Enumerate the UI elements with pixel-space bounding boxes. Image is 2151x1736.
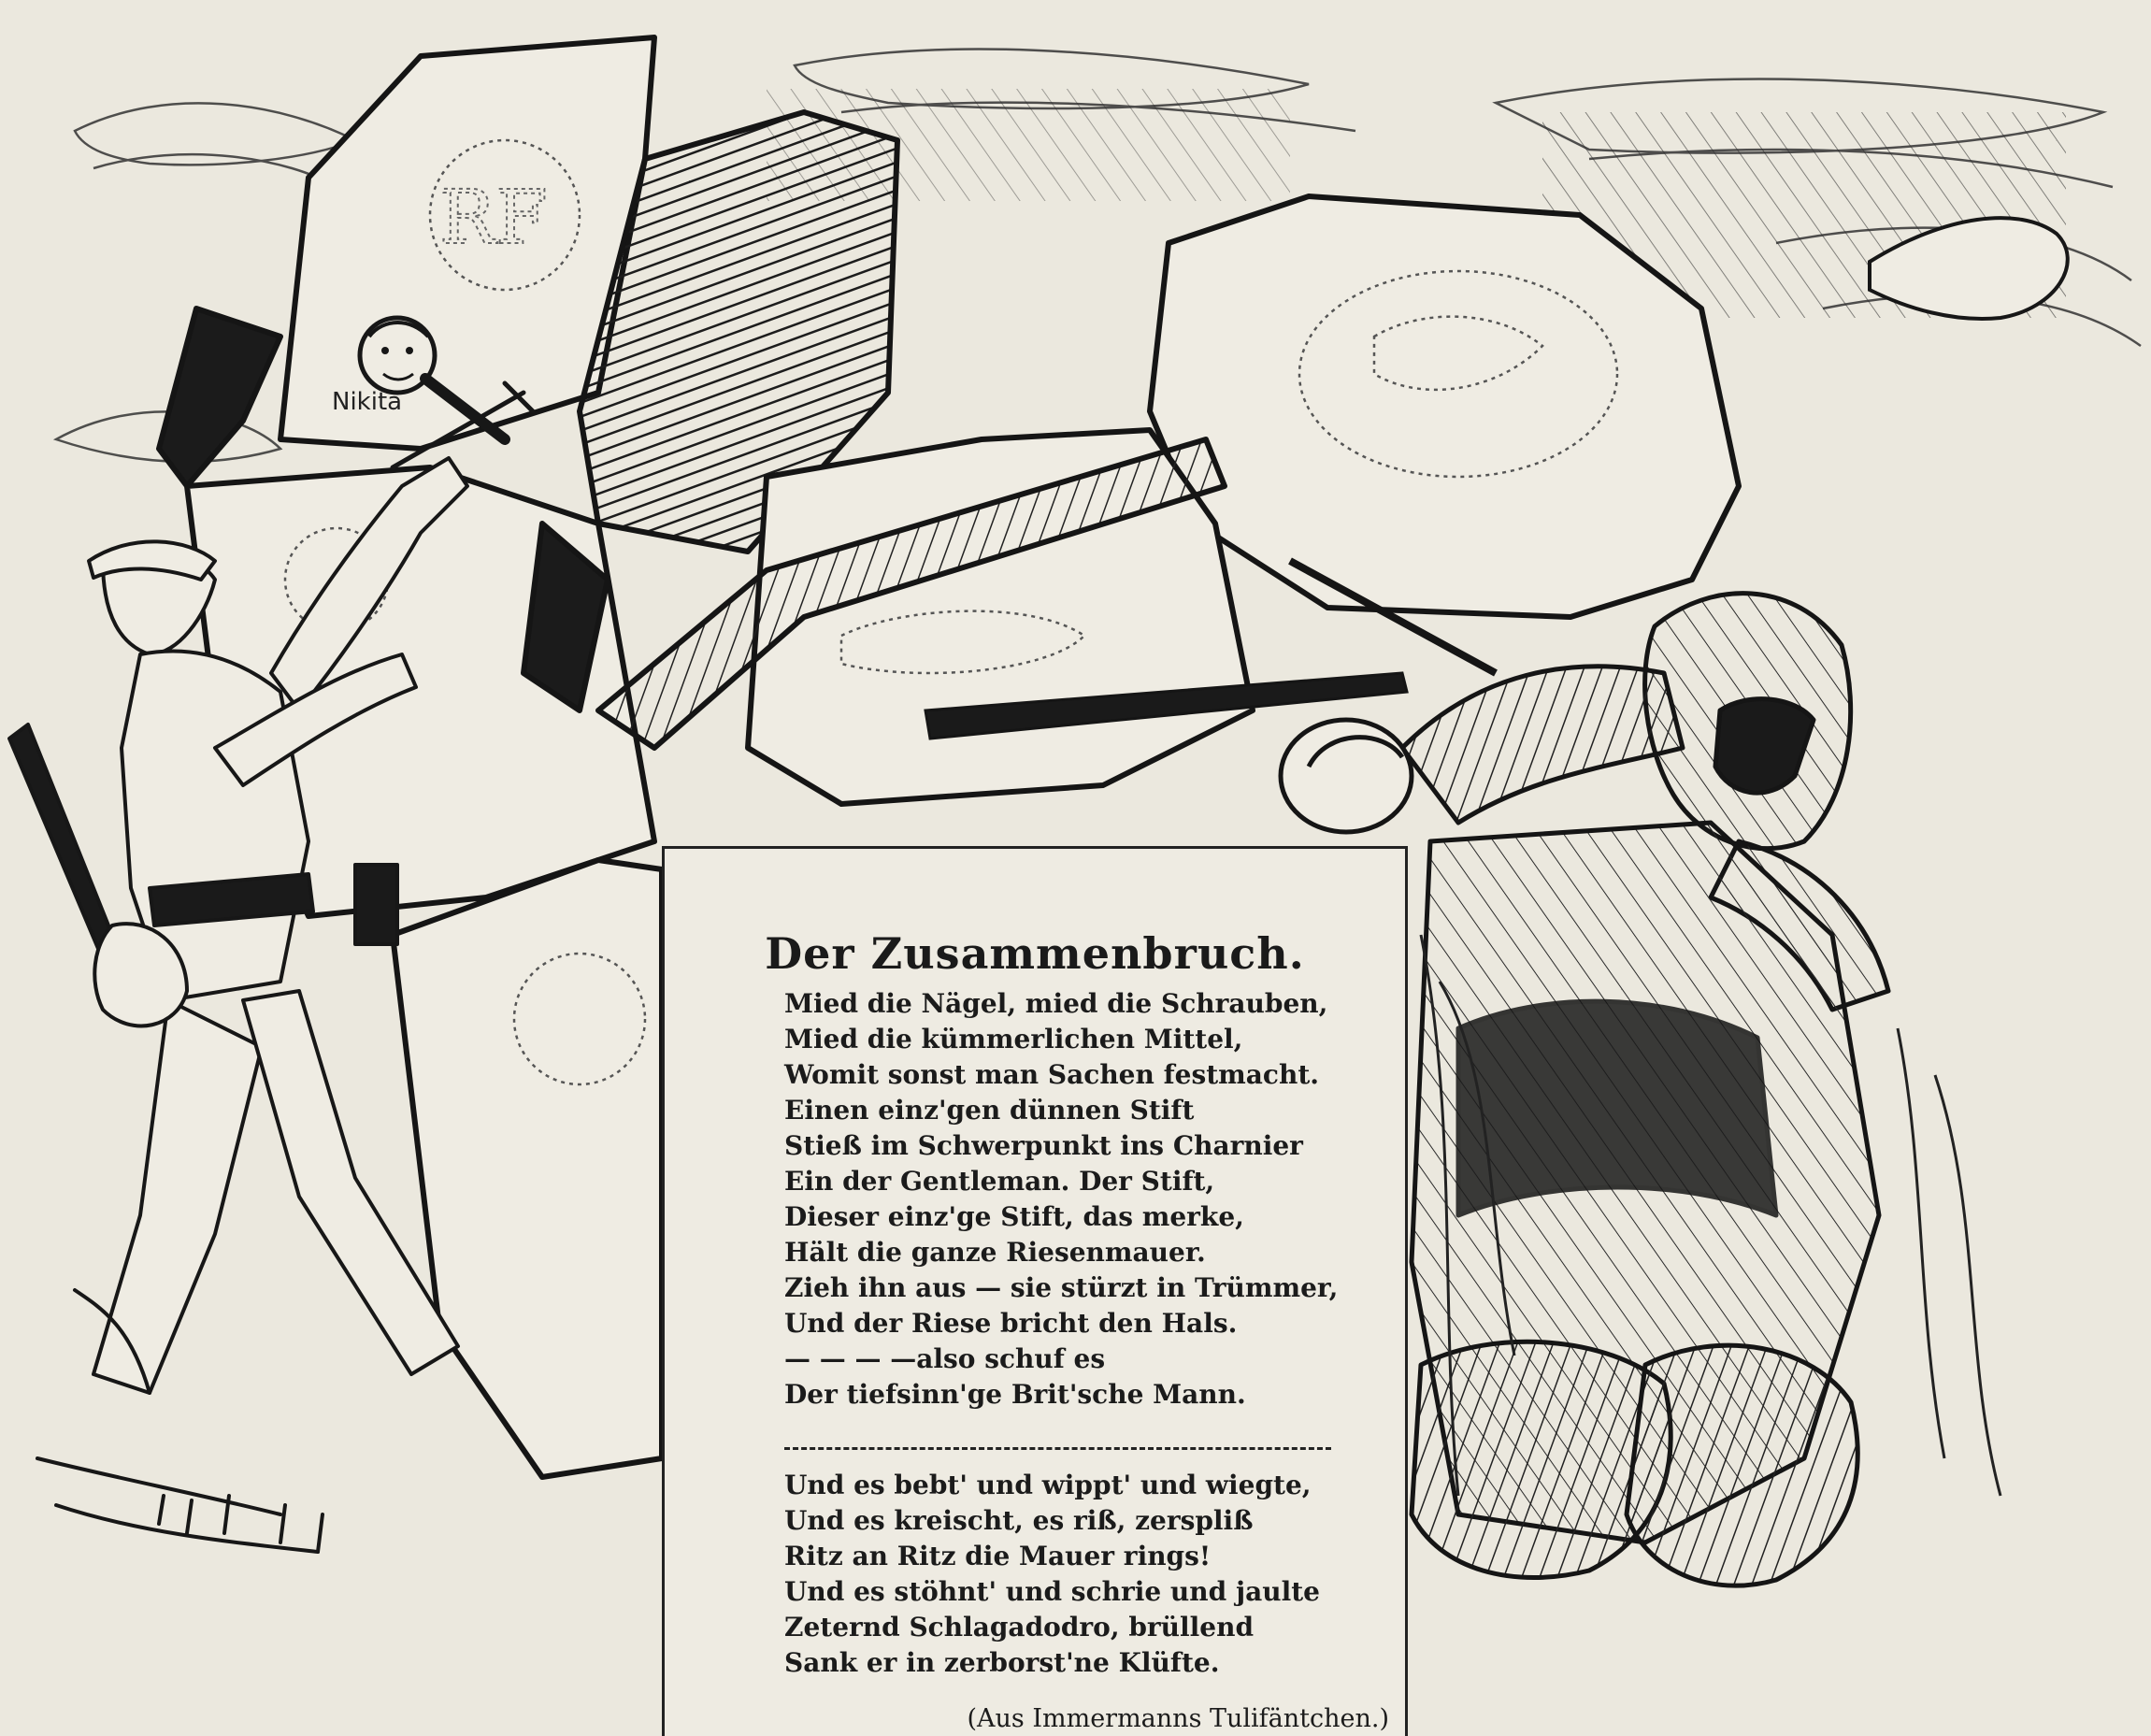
- poem-line: Einen einz'gen dünnen Stift: [784, 1095, 1195, 1126]
- nikita-label: Nikita: [332, 388, 403, 416]
- poem-line: Ritz an Ritz die Mauer rings!: [784, 1541, 1212, 1571]
- poem-line: Und es kreischt, es riß, zerspliß: [784, 1505, 1254, 1536]
- poem-title: Der Zusammenbruch.: [765, 928, 1305, 979]
- poem-line: Und es bebt' und wippt' und wiegte,: [784, 1470, 1312, 1500]
- poem-line: Hält die ganze Riesenmauer.: [784, 1237, 1206, 1268]
- poem-line: Womit sonst man Sachen festmacht.: [784, 1059, 1320, 1090]
- poem-divider: [784, 1447, 1331, 1450]
- poem-line: Dieser einz'ge Stift, das merke,: [784, 1201, 1244, 1232]
- poem-line: Mied die Nägel, mied die Schrauben,: [784, 988, 1328, 1019]
- poem-line: Der tiefsinn'ge Brit'sche Mann.: [784, 1379, 1246, 1410]
- poem-line: Und der Riese bricht den Hals.: [784, 1308, 1238, 1339]
- poem-line: Mied die kümmerlichen Mittel,: [784, 1024, 1243, 1055]
- poem-line: Ein der Gentleman. Der Stift,: [784, 1166, 1215, 1197]
- svg-text:RF: RF: [439, 174, 548, 261]
- poem-line: Zieh ihn aus — sie stürzt in Trümmer,: [784, 1272, 1339, 1303]
- poem-line: — — — —also schuf es: [784, 1343, 1106, 1374]
- poem-line: Und es stöhnt' und schrie und jaulte: [784, 1576, 1320, 1607]
- poem-panel: [662, 846, 1408, 1736]
- poem-line: Stieß im Schwerpunkt ins Charnier: [784, 1130, 1303, 1161]
- poem-line: Sank er in zerborst'ne Klüfte.: [784, 1647, 1220, 1678]
- poem-source: (Aus Immermanns Tulifäntchen.): [967, 1704, 1389, 1733]
- poem-line: Zeternd Schlagadodro, brüllend: [784, 1612, 1255, 1643]
